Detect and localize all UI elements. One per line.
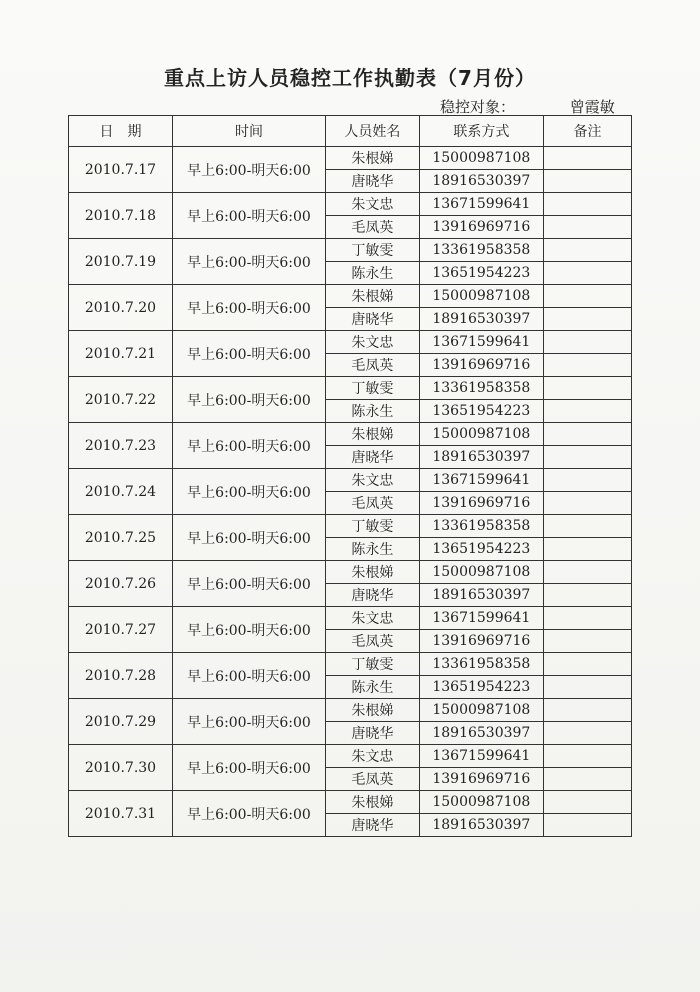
person-phone: 18916530397 [419, 814, 543, 837]
note-cell [543, 676, 631, 699]
person-name: 唐晓华 [325, 308, 419, 331]
note-cell [543, 147, 631, 170]
person-phone: 13361958358 [419, 515, 543, 538]
person-name: 陈永生 [325, 676, 419, 699]
table-row [69, 285, 632, 308]
duty-table-body [69, 147, 632, 837]
duty-time: 早上6:00-明天6:00 [172, 745, 325, 791]
table-row [69, 147, 632, 170]
note-cell [543, 492, 631, 515]
person-name: 唐晓华 [325, 170, 419, 193]
person-name: 丁敏雯 [325, 515, 419, 538]
header-name: 人员姓名 [325, 116, 419, 147]
note-cell [543, 653, 631, 676]
table-row [69, 515, 632, 538]
duty-date: 2010.7.29 [69, 699, 173, 745]
person-name: 毛凤英 [325, 492, 419, 515]
person-name: 朱根娣 [325, 699, 419, 722]
person-phone: 13651954223 [419, 538, 543, 561]
note-cell [543, 216, 631, 239]
person-phone: 13651954223 [419, 676, 543, 699]
note-cell [543, 239, 631, 262]
note-cell [543, 262, 631, 285]
person-phone: 13916969716 [419, 216, 543, 239]
duty-time: 早上6:00-明天6:00 [172, 193, 325, 239]
note-cell [543, 446, 631, 469]
note-cell [543, 308, 631, 331]
duty-time: 早上6:00-明天6:00 [172, 147, 325, 193]
note-cell [543, 699, 631, 722]
person-name: 朱根娣 [325, 285, 419, 308]
note-cell [543, 791, 631, 814]
person-phone: 18916530397 [419, 308, 543, 331]
person-phone: 13651954223 [419, 262, 543, 285]
duty-date: 2010.7.27 [69, 607, 173, 653]
person-name: 朱根娣 [325, 791, 419, 814]
note-cell [543, 193, 631, 216]
duty-date: 2010.7.28 [69, 653, 173, 699]
duty-time: 早上6:00-明天6:00 [172, 239, 325, 285]
duty-time: 早上6:00-明天6:00 [172, 377, 325, 423]
duty-time: 早上6:00-明天6:00 [172, 515, 325, 561]
person-phone: 13916969716 [419, 630, 543, 653]
person-phone: 13671599641 [419, 607, 543, 630]
duty-table [68, 115, 632, 837]
duty-date: 2010.7.21 [69, 331, 173, 377]
duty-time: 早上6:00-明天6:00 [172, 607, 325, 653]
person-phone: 15000987108 [419, 699, 543, 722]
table-row [69, 745, 632, 768]
person-name: 陈永生 [325, 538, 419, 561]
duty-date: 2010.7.25 [69, 515, 173, 561]
person-phone: 18916530397 [419, 170, 543, 193]
duty-time: 早上6:00-明天6:00 [172, 561, 325, 607]
duty-date: 2010.7.23 [69, 423, 173, 469]
duty-time: 早上6:00-明天6:00 [172, 469, 325, 515]
person-phone: 13671599641 [419, 331, 543, 354]
person-name: 朱根娣 [325, 423, 419, 446]
table-row [69, 653, 632, 676]
person-name: 唐晓华 [325, 446, 419, 469]
person-phone: 13916969716 [419, 492, 543, 515]
person-phone: 18916530397 [419, 446, 543, 469]
person-name: 朱根娣 [325, 147, 419, 170]
note-cell [543, 377, 631, 400]
table-row [69, 469, 632, 492]
header-contact: 联系方式 [419, 116, 543, 147]
subject-line [440, 96, 615, 117]
person-phone: 13361958358 [419, 377, 543, 400]
page-title: 重点上访人员稳控工作执勤表（7月份） [164, 66, 536, 90]
table-row [69, 377, 632, 400]
note-cell [543, 170, 631, 193]
duty-time: 早上6:00-明天6:00 [172, 285, 325, 331]
person-phone: 13671599641 [419, 469, 543, 492]
note-cell [543, 423, 631, 446]
note-cell [543, 584, 631, 607]
person-name: 朱文忠 [325, 745, 419, 768]
header-row [69, 116, 632, 147]
person-phone: 15000987108 [419, 147, 543, 170]
person-phone: 13916969716 [419, 768, 543, 791]
note-cell [543, 354, 631, 377]
person-name: 毛凤英 [325, 768, 419, 791]
header-note: 备注 [543, 116, 631, 147]
person-phone: 13671599641 [419, 193, 543, 216]
table-row [69, 607, 632, 630]
duty-time: 早上6:00-明天6:00 [172, 699, 325, 745]
person-name: 丁敏雯 [325, 377, 419, 400]
person-name: 朱文忠 [325, 331, 419, 354]
duty-date: 2010.7.22 [69, 377, 173, 423]
person-name: 陈永生 [325, 262, 419, 285]
table-row [69, 331, 632, 354]
note-cell [543, 745, 631, 768]
person-name: 唐晓华 [325, 584, 419, 607]
table-row [69, 193, 632, 216]
person-name: 朱文忠 [325, 607, 419, 630]
person-name: 朱根娣 [325, 561, 419, 584]
person-name: 朱文忠 [325, 193, 419, 216]
duty-date: 2010.7.19 [69, 239, 173, 285]
person-name: 毛凤英 [325, 216, 419, 239]
duty-time: 早上6:00-明天6:00 [172, 791, 325, 837]
person-name: 丁敏雯 [325, 239, 419, 262]
person-name: 丁敏雯 [325, 653, 419, 676]
duty-date: 2010.7.20 [69, 285, 173, 331]
note-cell [543, 515, 631, 538]
person-name: 唐晓华 [325, 722, 419, 745]
note-cell [543, 814, 631, 837]
duty-date: 2010.7.30 [69, 745, 173, 791]
table-row [69, 423, 632, 446]
person-name: 唐晓华 [325, 814, 419, 837]
subject-value: 曾霞敏 [569, 98, 615, 116]
note-cell [543, 768, 631, 791]
duty-date: 2010.7.18 [69, 193, 173, 239]
note-cell [543, 630, 631, 653]
person-phone: 15000987108 [419, 285, 543, 308]
note-cell [543, 285, 631, 308]
note-cell [543, 607, 631, 630]
duty-date: 2010.7.31 [69, 791, 173, 837]
person-phone: 13651954223 [419, 400, 543, 423]
person-phone: 13671599641 [419, 745, 543, 768]
person-phone: 18916530397 [419, 584, 543, 607]
person-phone: 15000987108 [419, 561, 543, 584]
duty-time: 早上6:00-明天6:00 [172, 653, 325, 699]
table-row [69, 791, 632, 814]
note-cell [543, 561, 631, 584]
note-cell [543, 722, 631, 745]
table-row [69, 561, 632, 584]
person-name: 朱文忠 [325, 469, 419, 492]
table-row [69, 699, 632, 722]
note-cell [543, 538, 631, 561]
note-cell [543, 469, 631, 492]
duty-date: 2010.7.17 [69, 147, 173, 193]
header-date: 日 期 [69, 116, 173, 147]
person-phone: 15000987108 [419, 423, 543, 446]
person-phone: 13361958358 [419, 239, 543, 262]
header-time: 时间 [172, 116, 325, 147]
duty-time: 早上6:00-明天6:00 [172, 423, 325, 469]
person-phone: 15000987108 [419, 791, 543, 814]
person-phone: 18916530397 [419, 722, 543, 745]
person-phone: 13916969716 [419, 354, 543, 377]
duty-time: 早上6:00-明天6:00 [172, 331, 325, 377]
duty-date: 2010.7.26 [69, 561, 173, 607]
duty-date: 2010.7.24 [69, 469, 173, 515]
note-cell [543, 400, 631, 423]
person-phone: 13361958358 [419, 653, 543, 676]
person-name: 毛凤英 [325, 354, 419, 377]
person-name: 毛凤英 [325, 630, 419, 653]
subject-label: 稳控对象： [440, 98, 516, 116]
person-name: 陈永生 [325, 400, 419, 423]
note-cell [543, 331, 631, 354]
table-row [69, 239, 632, 262]
